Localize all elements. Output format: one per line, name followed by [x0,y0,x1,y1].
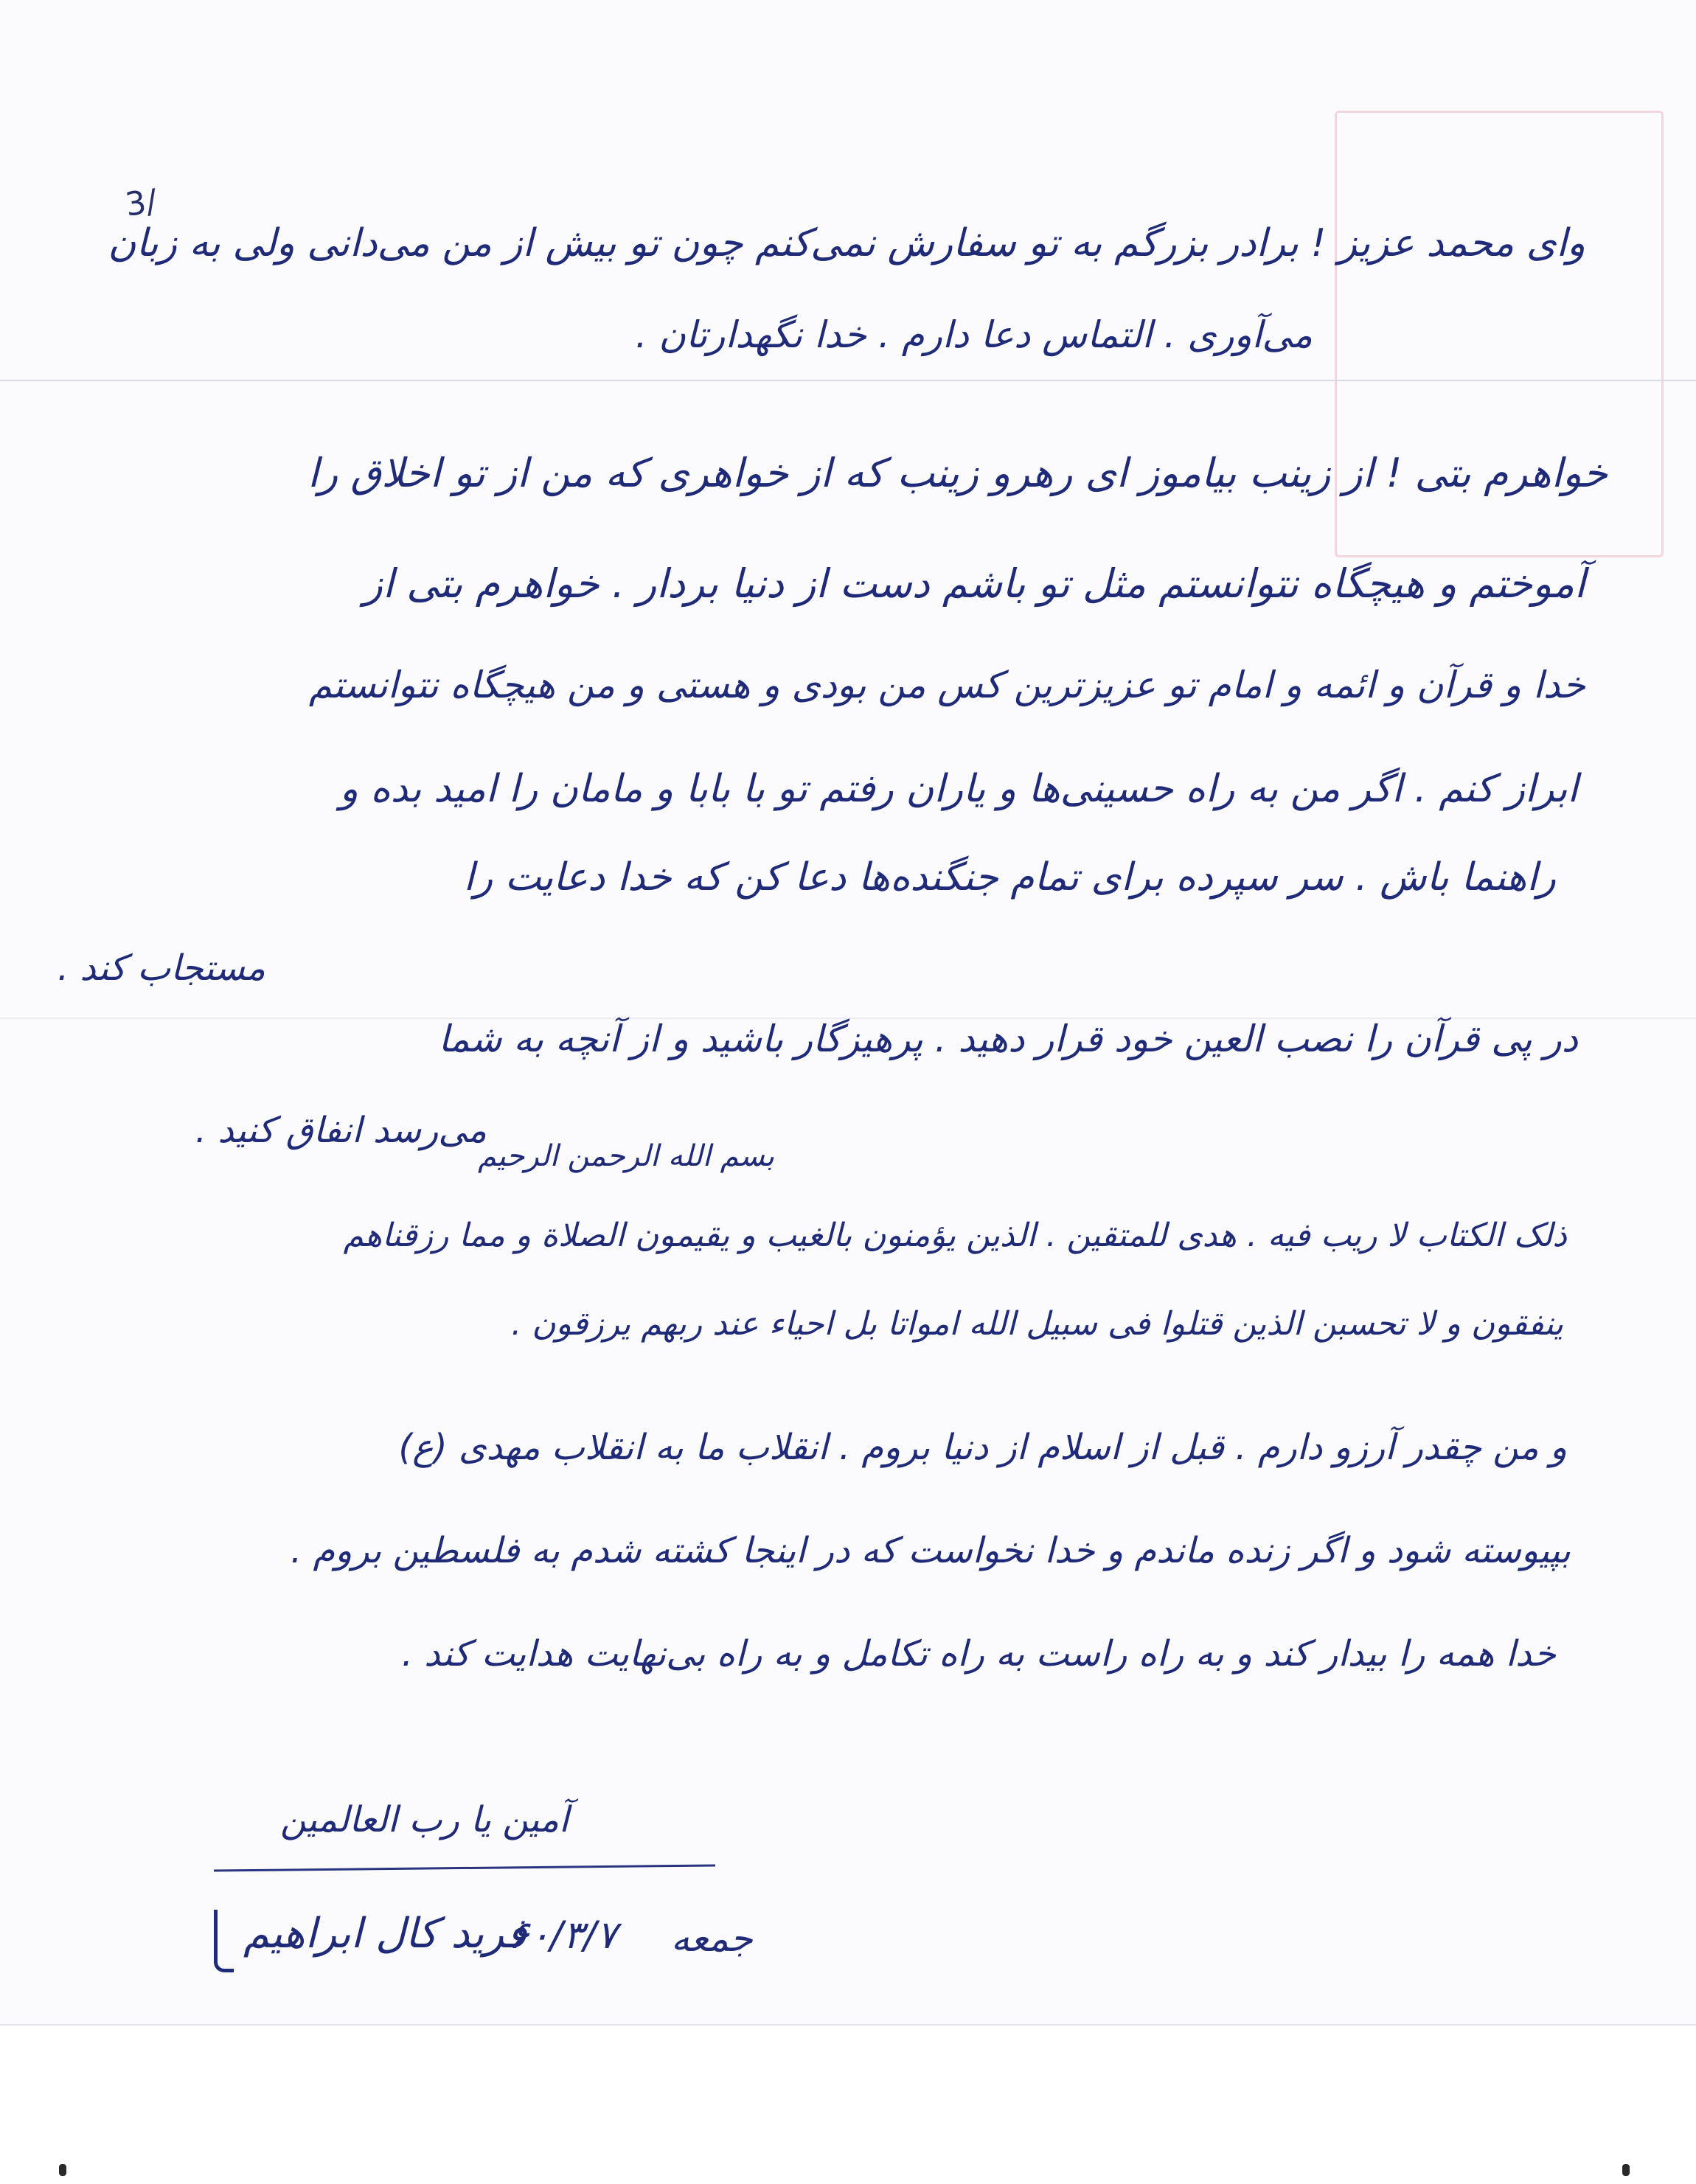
closing-prayer: آمین یا رب العالمین [280,1799,569,1840]
letter-line: بپیوسته شود و اگر زنده ماندم و خدا نخواست که در اینجا کشته شدم به فلسطین بروم . [291,1530,1571,1571]
letter-line: خدا همه را بیدار کند و به راه راست به راه تکامل و به راه بی‌نهایت هدایت کند . [401,1633,1556,1674]
letter-line: مستجاب کند . [57,947,265,989]
letter-line: آموختم و هیچگاه نتوانستم مثل تو باشم دست از دنیا بردار . خواهرم بتی از [363,560,1585,607]
basmala-line: بسم الله الرحمن الرحیم [477,1139,774,1173]
scan-speck [59,2164,66,2176]
signature-day: جمعه [671,1917,753,1960]
signature-flourish [214,1910,234,1972]
letter-line: در پی قرآن را نصب العین خود قرار دهید . پرهیزگار باشید و از آنچه به شما [438,1018,1578,1060]
letter-line: خدا و قرآن و ائمه و امام تو عزیزترین کس من بودی و هستی و من هیچگاه نتوانستم [308,664,1585,706]
letter-line: خواهرم بتی ! از زینب بیاموز ای رهرو زینب که از خواهری که من از تو اخلاق را [307,450,1608,496]
signature-date: ۶۰/۳/۷ [509,1913,617,1958]
letter-line: و من چقدر آرزو دارم . قبل از اسلام از دنیا بروم . انقلاب ما به انقلاب مهدی (ع) [398,1427,1567,1468]
letter-line: می‌رسد انفاق کنید . [195,1110,487,1151]
letter-line: وای محمد عزیز ! برادر بزرگم به تو سفارش نمی‌کنم چون تو بیش از من می‌دانی ولی به زبان [108,221,1585,265]
scan-bottom-margin [0,2024,1696,2184]
letter-line: راهنما باش . سر سپرده برای تمام جنگنده‌ها دعا کن که خدا دعایت را [463,855,1556,900]
letter-line: می‌آوری . التماس دعا دارم . خدا نگهدارتان . [635,313,1313,356]
page-number: 3/ [122,182,160,224]
signature-underline [214,1864,715,1871]
fold-line [0,380,1696,381]
signature-name: فرید کال ابراهیم [243,1910,526,1958]
scan-speck [1622,2164,1630,2176]
letter-line: ابراز کنم . اگر من به راه حسینی‌ها و یاران رفتم تو با بابا و مامان را امید بده و [339,767,1578,811]
quran-verse-line: ذلک الکتاب لا ریب فیه . هدی للمتقین . الذین یؤمنون بالغیب و یقیمون الصلاة و مما رزقناهم [343,1217,1567,1254]
quran-verse-line: ینفقون و لا تحسبن الذین قتلوا فی سبیل الله امواتا بل احیاء عند ربهم یرزقون . [511,1305,1563,1343]
